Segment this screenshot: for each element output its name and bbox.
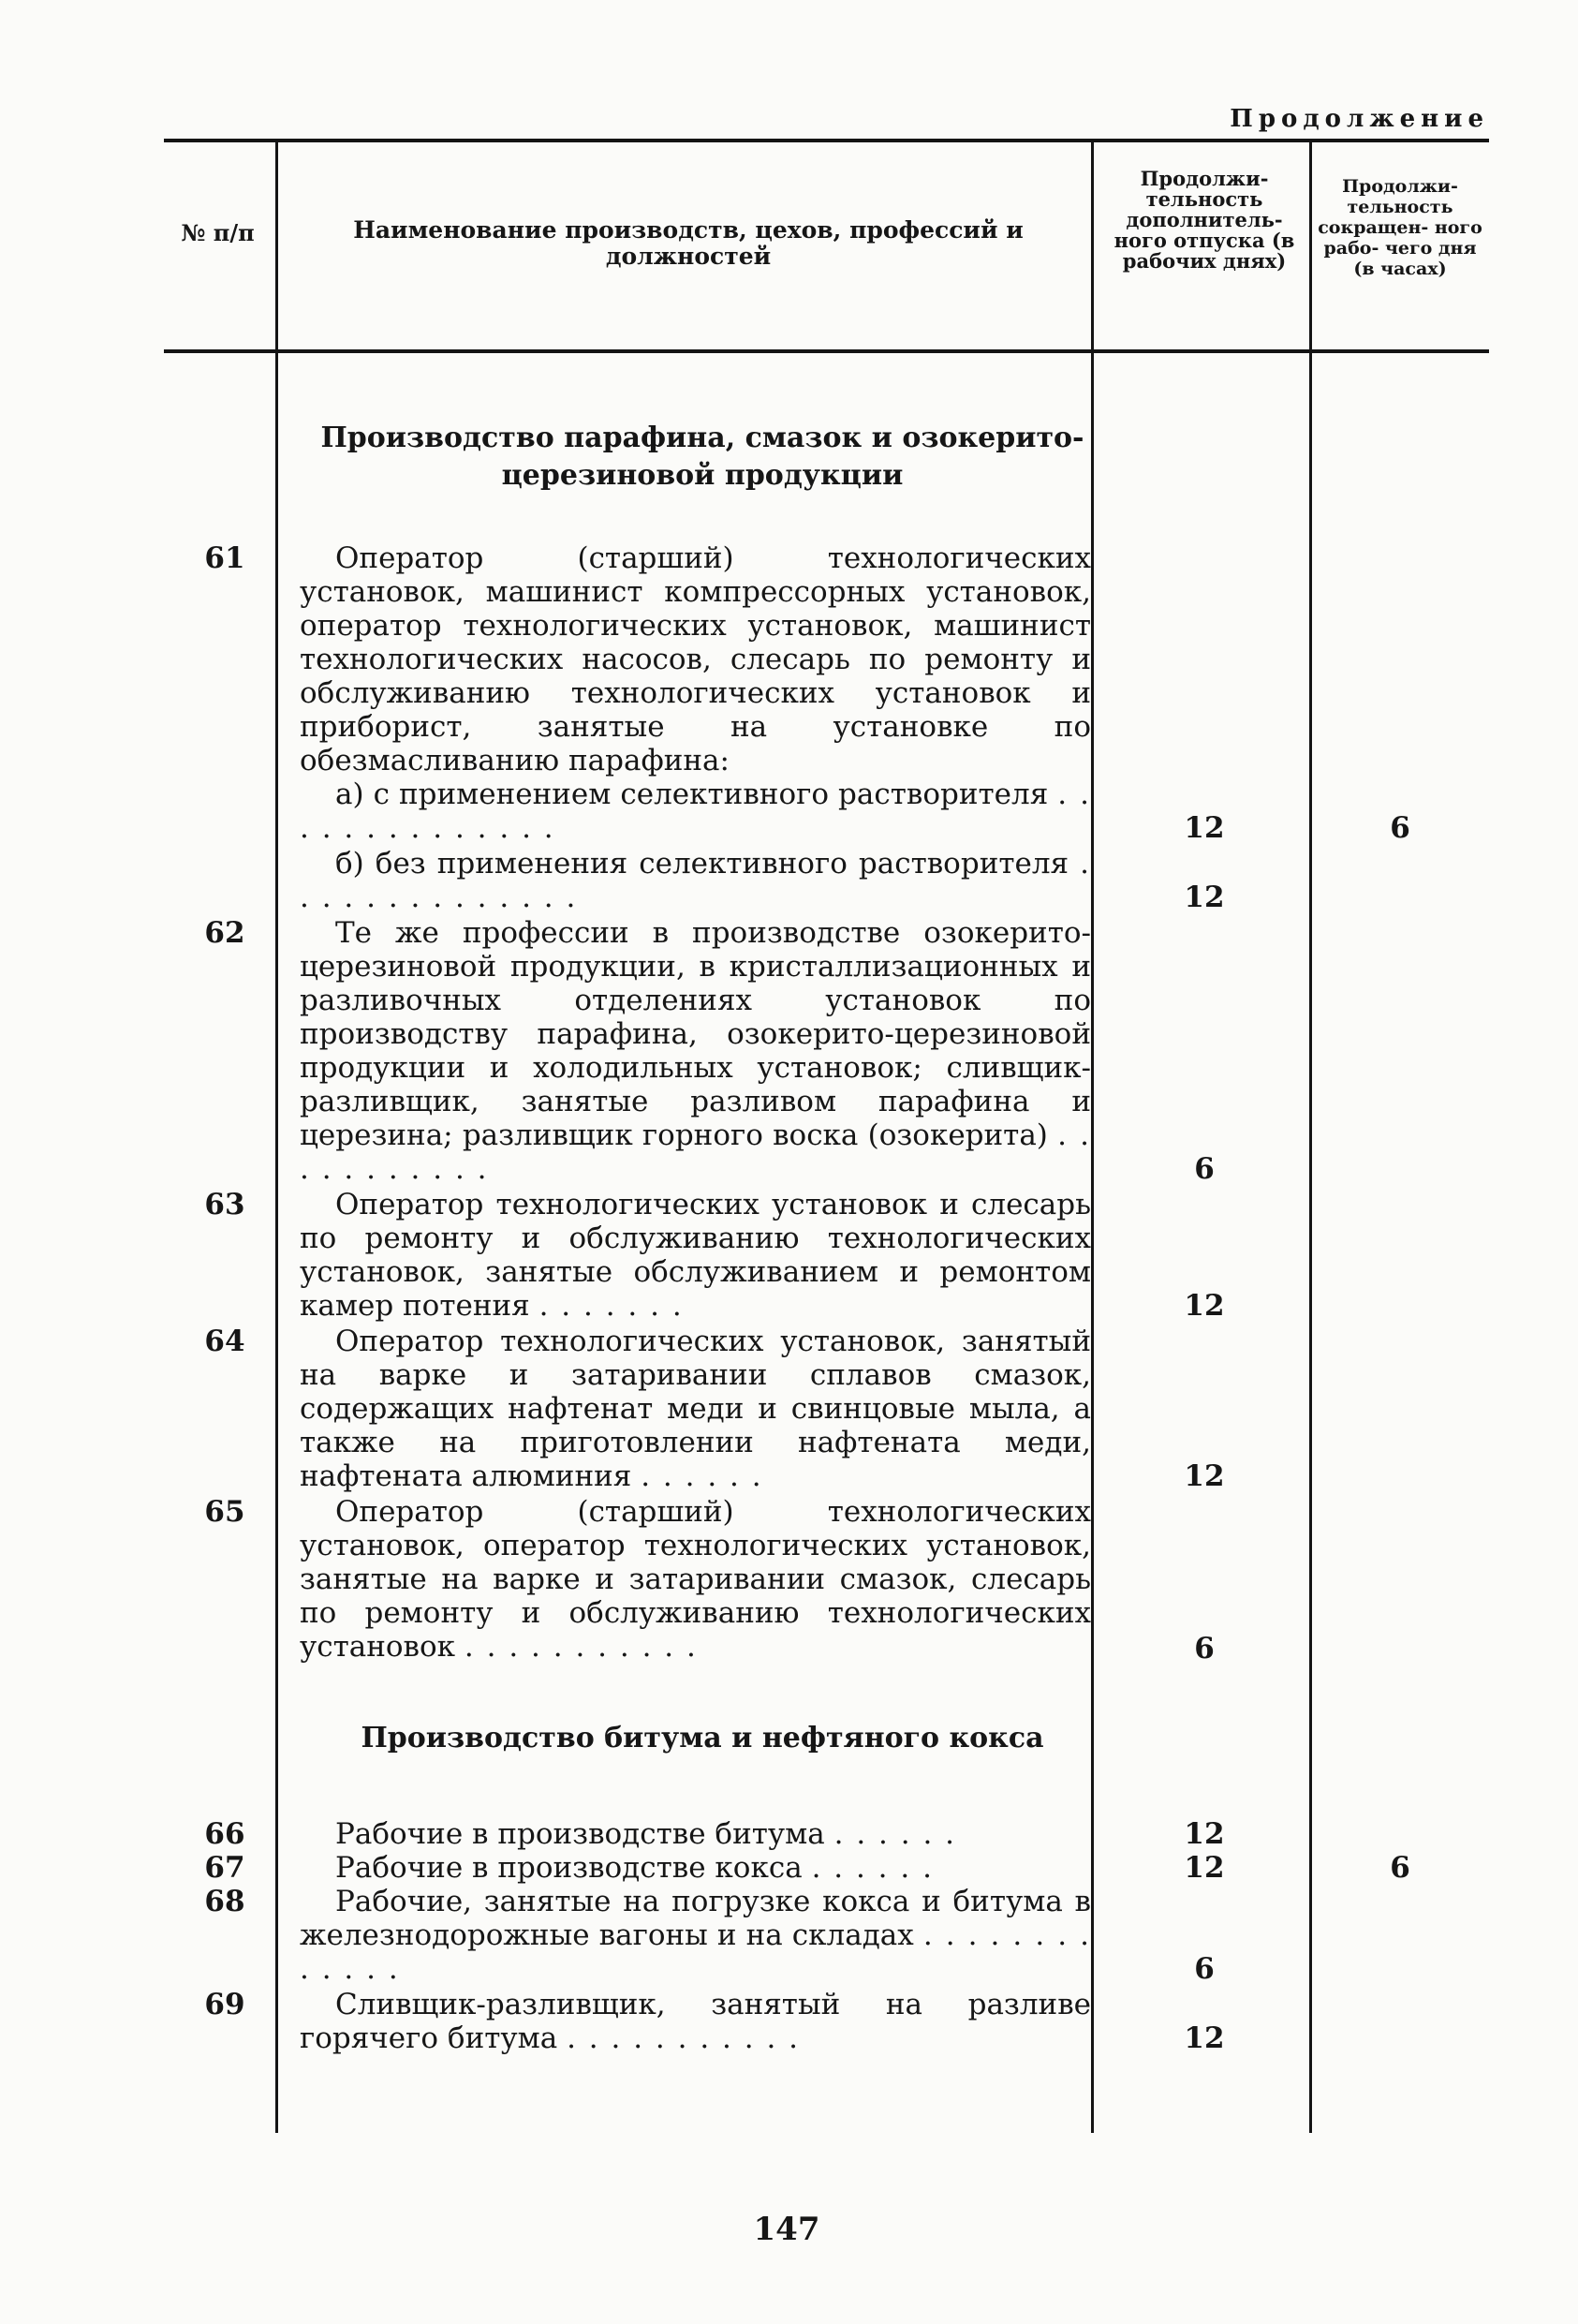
header-col-shortday: Продолжи- тельность сокращен- ного рабо- чего дня (в часах) [1318, 176, 1482, 279]
header-col-number: № п/п [181, 219, 255, 246]
row-text: Оператор технологических установок, занятый на варке и затаривании сплавов смазок, содержащих нафтенат меди и свинцовые мыла, а также на приготовлении нафтената меди, нафтената алюминия . . . . . . [300, 1325, 1091, 1493]
row-text: Рабочие в производстве битума . . . . . . [335, 1817, 957, 1851]
header-col-vacation: Продолжи- тельность дополнитель- ного отпуска (в рабочих днях) [1113, 167, 1295, 273]
row-text: Оператор (старший) технологических установок, оператор технологических установок, занятые на варке и затаривании смазок, слесарь по ремонту и обслуживанию технологических установок . . . . . . . . . . . [300, 1495, 1091, 1664]
row-text: Рабочие, занятые на погрузке кокса и битума в железнодорожные вагоны и на складах . . . . . . . . . . . . . [300, 1885, 1092, 1986]
header-bottom-rule [164, 349, 1489, 353]
row-number: 62 [204, 916, 245, 950]
row-shortday-value: 6 [1390, 811, 1410, 845]
row-number: 69 [204, 1988, 245, 2021]
row-vacation-value: 6 [1194, 1952, 1215, 1986]
row-subitem: а) с применением селективного растворителя . . . . . . . . . . . . . . [300, 777, 1092, 845]
header-col-name: Наименование производств, цехов, профессий и должностей [353, 216, 1024, 270]
page-number: 147 [753, 2211, 820, 2248]
table-top-rule [164, 139, 1489, 142]
row-vacation-value: 12 [1184, 1817, 1225, 1851]
row-vacation-value: 12 [1184, 2021, 1225, 2055]
column-divider-3 [1309, 142, 1312, 2133]
row-number: 65 [204, 1495, 245, 1529]
continuation-label: Продолжение [1230, 105, 1489, 133]
row-vacation-value: 12 [1184, 1459, 1225, 1493]
row-shortday-value: 6 [1390, 1851, 1410, 1885]
row-text: Те же профессии в производстве озокерито-церезиновой продукции, в кристаллизационных и разливочных отделениях установок по производству парафина, озокерито-церезиновой продукции и холодильных установок; сливщик-разливщик, занятые разливом парафина и церезина; разливщик горного воска (озокерита) . . . . . . . . . . . [300, 916, 1092, 1186]
row-vacation-value: 12 [1184, 1289, 1225, 1323]
row-number: 61 [204, 541, 245, 575]
row-vacation-value: 6 [1194, 1152, 1215, 1186]
row-vacation-value: 12 [1184, 1851, 1225, 1885]
row-text: Рабочие в производстве кокса . . . . . . [335, 1851, 934, 1885]
row-vacation-value: 12 [1184, 811, 1225, 845]
row-number: 67 [204, 1851, 245, 1885]
row-vacation-value: 6 [1194, 1632, 1215, 1665]
section-title-bitumen: Производство битума и нефтяного кокса [361, 1722, 1044, 1754]
row-subitem: б) без применения селективного растворителя . . . . . . . . . . . . . . [300, 847, 1091, 914]
row-text: Оператор (старший) технологических установок, машинист компрессорных установок, оператор технологических установок, машинист технологических насосов, слесарь по ремонту и обслуживанию технологических установок и приборист, занятые на установке по обезмасливанию парафина: [300, 541, 1091, 777]
row-number: 63 [204, 1188, 245, 1221]
column-divider-1 [275, 142, 278, 2133]
section-title-paraffin: Производство парафина, смазок и озокерито-церезиновой продукции [320, 422, 1084, 492]
row-number: 68 [204, 1885, 245, 1918]
row-text: Сливщик-разливщик, занятый на разливе горячего битума . . . . . . . . . . . [300, 1988, 1091, 2055]
row-text: Оператор технологических установок и слесарь по ремонту и обслуживанию технологических установок, занятые обслуживанием и ремонтом камер потения . . . . . . . [300, 1188, 1091, 1323]
row-number: 64 [204, 1325, 245, 1358]
row-number: 66 [204, 1817, 245, 1851]
row-vacation-value: 12 [1184, 881, 1225, 914]
